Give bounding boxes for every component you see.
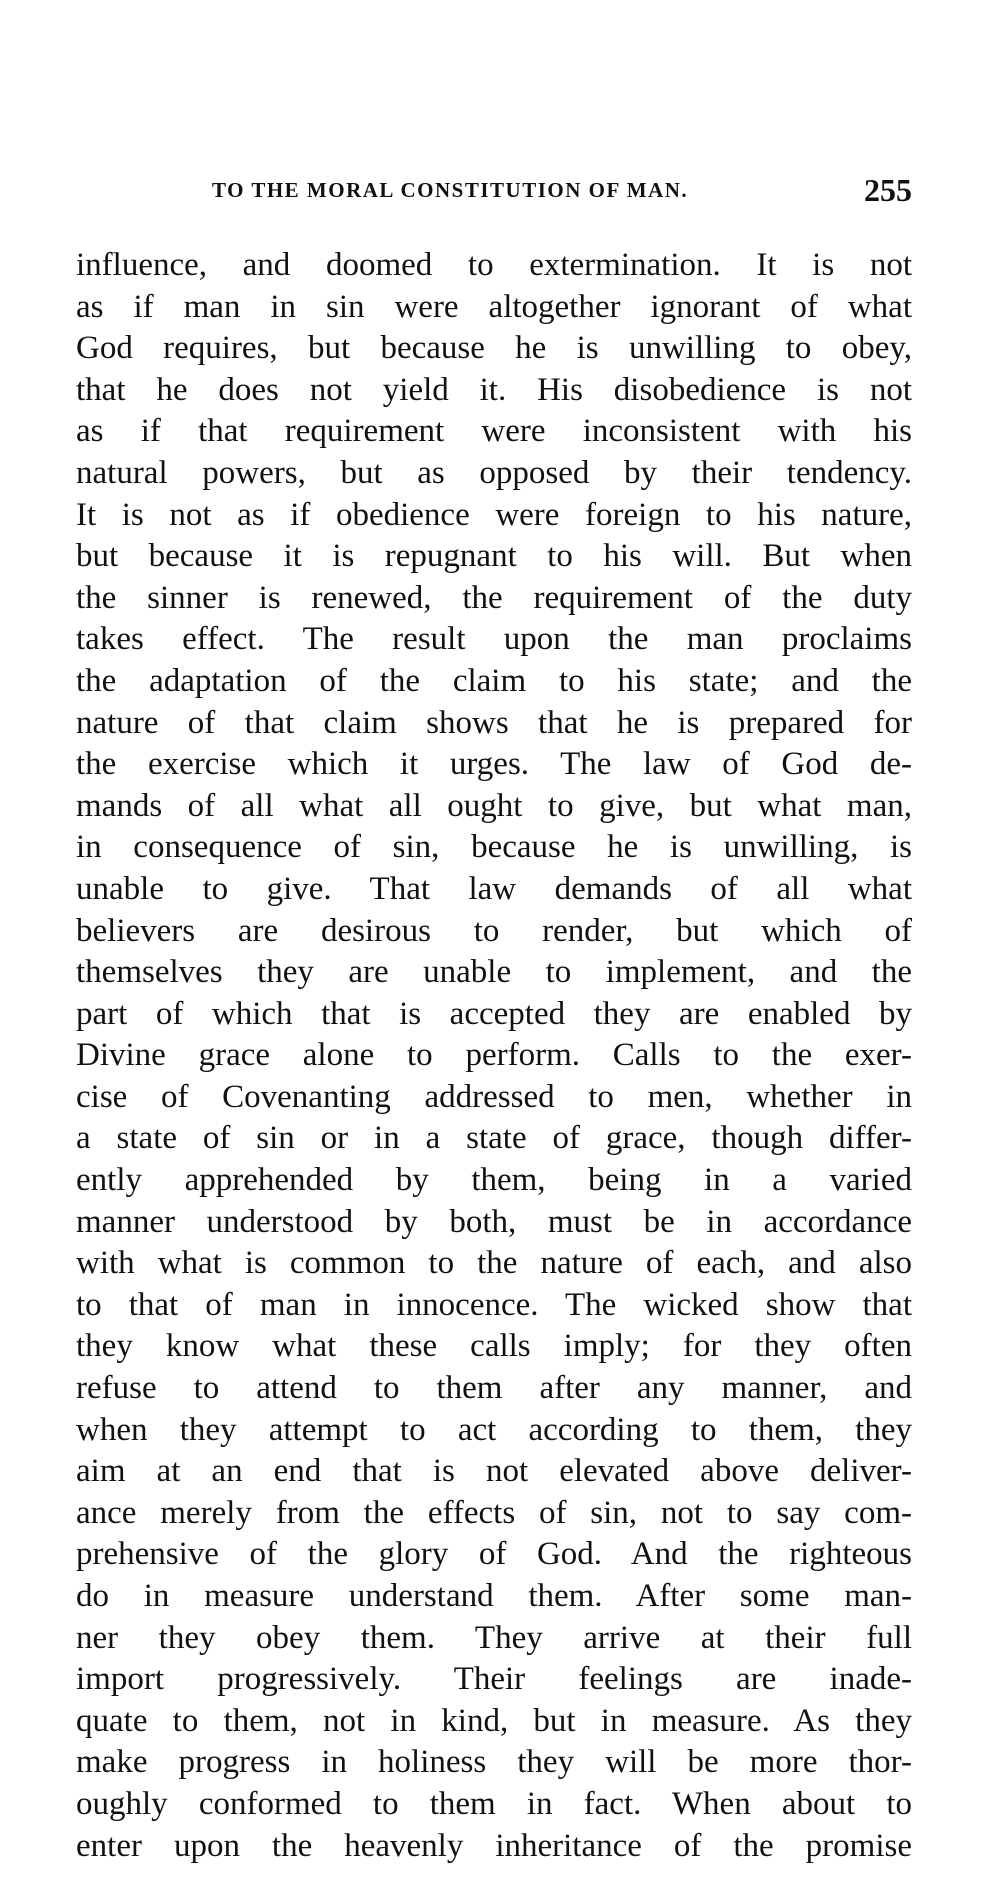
text-line: that he does not yield it. His disobedience is not [76, 371, 912, 408]
text-line: takes effect. The result upon the man proclaims [76, 621, 912, 658]
text-line: part of which that is accepted they are enabled by [76, 995, 912, 1032]
page-number: 255 [864, 172, 912, 208]
text-line: in consequence of sin, because he is unwilling, is [76, 829, 912, 866]
text-line: enter upon the heavenly inheritance of the promise [76, 1827, 912, 1864]
text-line: ance merely from the effects of sin, not to say com- [76, 1494, 912, 1531]
text-line: unable to give. That law demands of all what [76, 870, 912, 907]
running-title: TO THE MORAL CONSTITUTION OF MAN. [212, 178, 689, 202]
text-line: when they attempt to act according to them, they [76, 1411, 912, 1448]
text-line: believers are desirous to render, but which of [76, 912, 912, 949]
text-line: quate to them, not in kind, but in measure. As they [76, 1702, 912, 1739]
running-head [212, 172, 912, 212]
text-line: with what is common to the nature of each, and also [76, 1245, 912, 1282]
text-line: oughly conformed to them in fact. When about to [76, 1785, 912, 1822]
text-line: they know what these calls imply; for they often [76, 1328, 912, 1365]
text-line: make progress in holiness they will be more thor- [76, 1744, 912, 1781]
text-line: a state of sin or in a state of grace, though differ- [76, 1120, 912, 1157]
text-line: It is not as if obedience were foreign to his nature, [76, 496, 912, 533]
text-line: but because it is repugnant to his will. But when [76, 538, 912, 575]
text-line: ently apprehended by them, being in a varied [76, 1162, 912, 1199]
text-line: refuse to attend to them after any manner, and [76, 1370, 912, 1407]
text-line: the sinner is renewed, the requirement of the duty [76, 579, 912, 616]
text-line: as if that requirement were inconsistent with his [76, 413, 912, 450]
text-line: aim at an end that is not elevated above deliver- [76, 1453, 912, 1490]
text-line: do in measure understand them. After some man- [76, 1578, 912, 1614]
text-line: themselves they are unable to implement, and the [76, 954, 912, 991]
text-line: to that of man in innocence. The wicked show that [76, 1286, 912, 1323]
text-line: natural powers, but as opposed by their tendency. [76, 454, 912, 491]
text-line: the exercise which it urges. The law of God de- [76, 746, 912, 783]
body-text [76, 245, 912, 1867]
text-line: import progressively. Their feelings are inade- [76, 1661, 912, 1698]
text-line: nature of that claim shows that he is prepared for [76, 704, 912, 741]
text-line: influence, and doomed to extermination. It is not [76, 247, 912, 283]
text-line: cise of Covenanting addressed to men, whether in [76, 1078, 912, 1115]
text-line: as if man in sin were altogether ignorant of what [76, 288, 912, 325]
text-line: mands of all what all ought to give, but what man, [76, 787, 912, 824]
text-line: Divine grace alone to perform. Calls to the exer- [76, 1037, 912, 1074]
text-line: the adaptation of the claim to his state; and the [76, 662, 912, 699]
text-line: manner understood by both, must be in accordance [76, 1203, 912, 1240]
text-line: God requires, but because he is unwilling to obey, [76, 330, 912, 367]
text-line: prehensive of the glory of God. And the righteous [76, 1536, 912, 1573]
text-line: ner they obey them. They arrive at their full [76, 1619, 912, 1656]
